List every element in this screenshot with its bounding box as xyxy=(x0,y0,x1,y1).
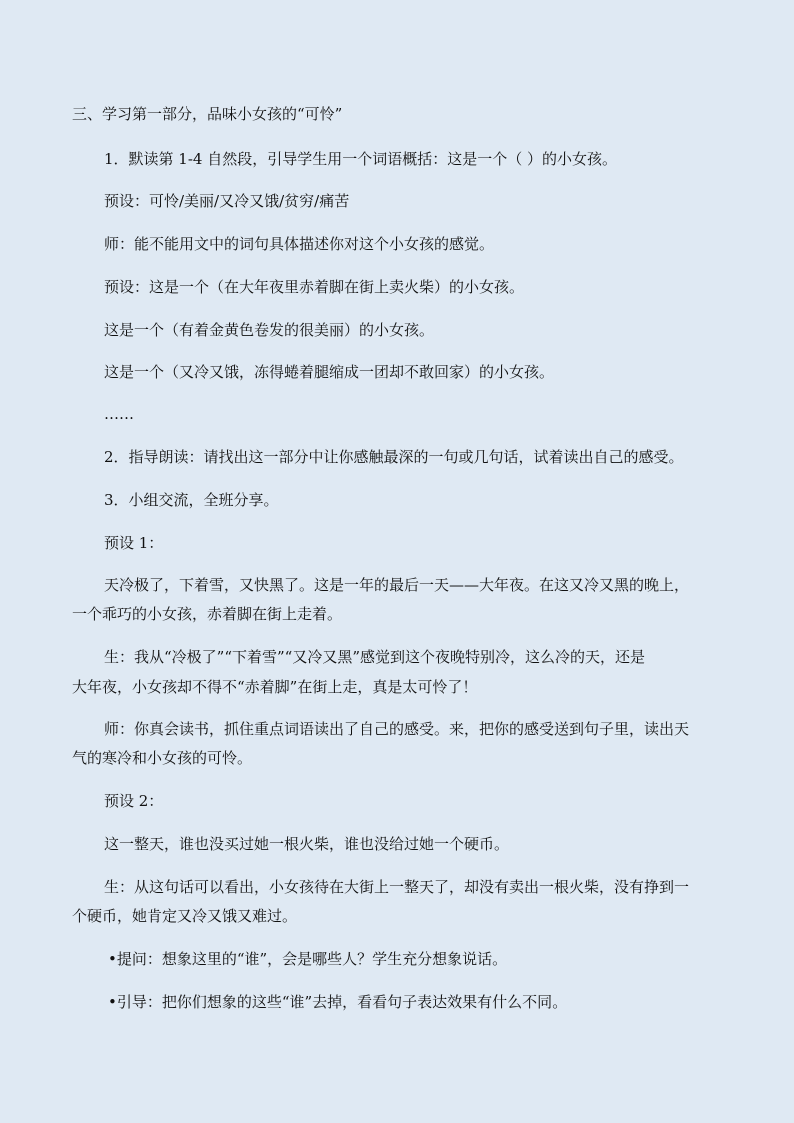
preset-description-1: 预设：这是一个（在大年夜里赤着脚在街上卖火柴）的小女孩。 xyxy=(104,278,525,296)
quote-1-line-1: 天冷极了，下着雪，又快黑了。这是一年的最后一天——大年夜。在这又冷又黑的晚上， xyxy=(104,576,690,594)
ellipsis: …… xyxy=(104,405,134,423)
section-heading: 三、学习第一部分，品味小女孩的“可怜” xyxy=(72,105,343,123)
preset-2-label: 预设 2： xyxy=(104,792,164,810)
preset-1-label: 预设 1： xyxy=(104,534,164,552)
student-1-line-1: 生：我从“冷极了”“下着雪”“又冷又黑”感觉到这个夜晚特别冷，这么冷的天，还是 xyxy=(104,648,646,666)
student-2-line-2: 个硬币，她肯定又冷又饿又难过。 xyxy=(72,907,298,925)
bullet-question: •提问：想象这里的“谁”，会是哪些人？学生充分想象说话。 xyxy=(108,950,508,968)
item-3-text: 3．小组交流，全班分享。 xyxy=(104,491,279,509)
description-3: 这是一个（又冷又饿，冻得蜷着腿缩成一团却不敢回家）的小女孩。 xyxy=(104,363,555,381)
teacher-2-line-2: 气的寒冷和小女孩的可怜。 xyxy=(72,749,253,767)
student-1-line-2: 大年夜，小女孩却不得不“赤着脚”在街上走，真是太可怜了！ xyxy=(72,678,478,696)
quote-2: 这一整天，谁也没买过她一根火柴，谁也没给过她一个硬币。 xyxy=(104,835,510,853)
student-2-line-1: 生：从这句话可以看出，小女孩待在大街上一整天了，却没有卖出一根火柴，没有挣到一 xyxy=(104,878,690,896)
description-2: 这是一个（有着金黄色卷发的很美丽）的小女孩。 xyxy=(104,321,435,339)
item-1-text: 1．默读第 1-4 自然段，引导学生用一个词语概括：这是一个（ ）的小女孩。 xyxy=(104,150,618,168)
preset-words: 预设：可怜/美丽/又冷又饿/贫穷/痛苦 xyxy=(104,192,350,210)
quote-1-line-2: 一个乖巧的小女孩，赤着脚在街上走着。 xyxy=(72,605,343,623)
teacher-question-1: 师：能不能用文中的词句具体描述你对这个小女孩的感觉。 xyxy=(104,235,495,253)
bullet-guide: •引导：把你们想象的这些“谁”去掉，看看句子表达效果有什么不同。 xyxy=(108,993,568,1011)
item-2-text: 2．指导朗读：请找出这一部分中让你感触最深的一句或几句话，试着读出自己的感受。 xyxy=(104,448,684,466)
teacher-2-line-1: 师：你真会读书，抓住重点词语读出了自己的感受。来，把你的感受送到句子里，读出天 xyxy=(104,720,690,738)
